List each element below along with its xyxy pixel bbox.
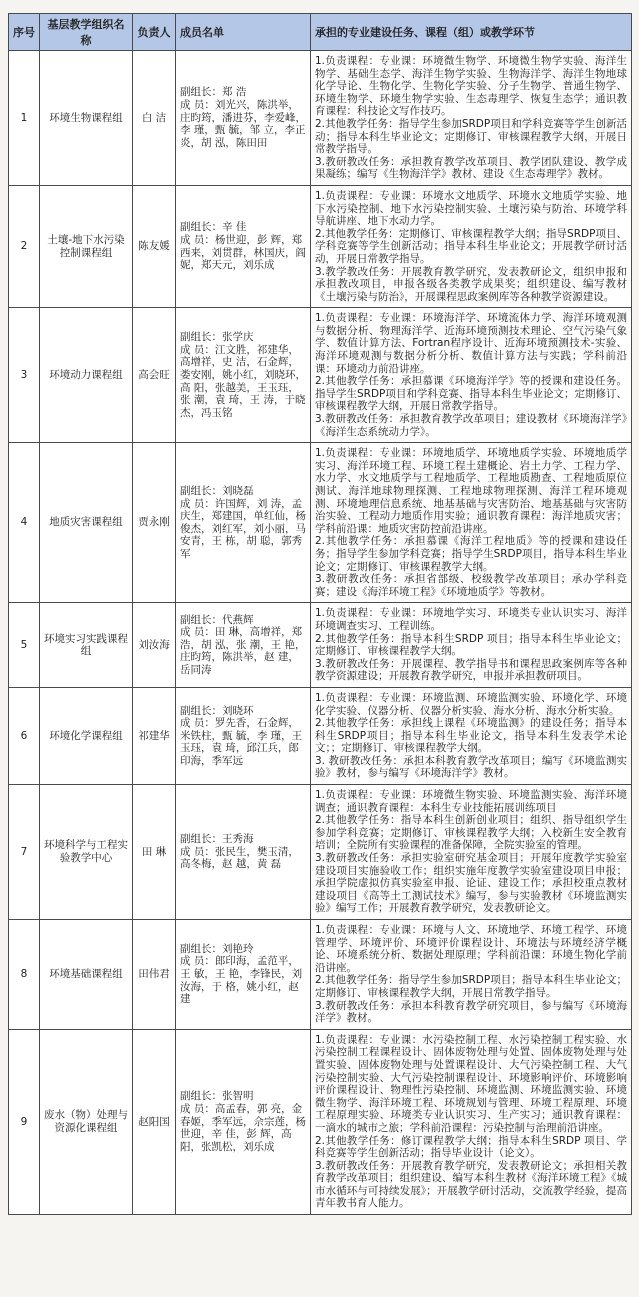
task-paragraph: 3.教研教改任务：开展教育教学研究，发表教研论文；承担相关教育教学改革项目；组织建设、编写本科生教材《海洋环境工程》《城市水循环与可持续发展》；开展教学研讨活动，交流教学经验，提高青年教书育人能力。	[315, 1159, 627, 1210]
tasks-cell	[311, 785, 632, 920]
group-name: 环境动力课程组	[40, 308, 133, 443]
task-paragraph: 3.教学教改任务：开展教育教学研究，发表教研论文，组织申报和承担教改项目，申报各级各类教学成果奖；组织建设、编写教材《土壤污染与防治》，开展课程思政案例库等各种教学资源建设。	[315, 265, 627, 303]
task-paragraph: 2.其他教学任务：指导学生参加SRDP项目；指导本科生毕业论文；定期修订、审核课程教学大纲，开展日常教学指导。	[315, 974, 627, 999]
member-list-cell	[176, 603, 311, 688]
members: 成 员：杨世迎，彭 辉，郑西来，刘贯群，林国庆，阎 妮，郑天元，刘乐成	[180, 234, 306, 272]
row-number: 4	[9, 443, 40, 603]
task-paragraph: 3.教研教改任务：承担本科教育教学研究项目，参与编写《环境海洋学》教材。	[315, 999, 627, 1025]
table-row	[9, 308, 632, 443]
tasks-cell	[311, 603, 632, 688]
leader-name: 祁建华	[133, 687, 176, 784]
table-row	[9, 920, 632, 1030]
task-paragraph: 3.教研教改任务：承担实验室研究基金项目；开展年度教学实验室建设项目实施验收工作；组织实施年度教学实验室建设项目申报；承担学院虚拟仿真实验室申报、论证、建设工作；承担校重点教材建设项目《高等土工测试技术》编写，参与实验教材《环境监测实验》编写工作；开展教育教学研究，发表教研论文。	[315, 852, 627, 915]
group-name: 地质灾害课程组	[40, 443, 133, 603]
group-name: 土壤-地下水污染控制课程组	[40, 185, 133, 307]
task-paragraph: 1.负责课程：专业课：环境与人文、环境地学、环境工程学、环境管理学、环境评价、环境评价课程设计、环境法与环境经济学概论、环境系统分析、数据处理原理；学科前沿课：环境生物化学前沿讲座。	[315, 924, 627, 974]
group-name: 环境化学课程组	[40, 687, 133, 784]
row-number: 3	[9, 308, 40, 443]
member-list-cell	[176, 920, 311, 1030]
leader-name: 贾永刚	[133, 443, 176, 603]
task-paragraph: 2.其他教学任务：定期修订、审核课程教学大纲；指导SRDP项目、学科竞赛等学生创新活动；指导本科生毕业论文；开展教学研讨活动，开展日常教学指导。	[315, 227, 627, 265]
table-row	[9, 1029, 632, 1214]
group-name: 环境实习实践课程组	[40, 603, 133, 688]
leader-name: 高会旺	[133, 308, 176, 443]
member-list-cell	[176, 185, 311, 307]
tasks-cell	[311, 308, 632, 443]
members: 成 员：高孟春，郭 亮，金春姬，季军远，佘宗莲，杨世迎，辛 佳，彭 辉，高 阳，张凯松，刘乐成	[180, 1103, 306, 1153]
table-row	[9, 185, 632, 307]
member-list-cell	[176, 443, 311, 603]
row-number: 1	[9, 51, 40, 186]
task-paragraph: 3.教研教改任务：承担省部级、校级教学改革项目；承办学科竞赛；建设《海洋环境工程》《环境地质学》等教材。	[315, 573, 627, 598]
group-name: 环境科学与工程实验教学中心	[40, 785, 133, 920]
tasks-cell	[311, 51, 632, 186]
tasks-cell	[311, 1029, 632, 1214]
member-list-cell	[176, 785, 311, 920]
deputy-leader: 副组长：刘艳玲	[180, 942, 254, 955]
leader-name: 赵阳国	[133, 1029, 176, 1214]
tasks-cell	[311, 443, 632, 603]
members: 成 员：张民生，樊玉清，高冬梅，赵 越，黄 磊	[180, 845, 299, 871]
task-paragraph: 2.其他教学任务：修订课程教学大纲；指导本科生SRDP 项目、学科竞赛等学生创新活动；指导毕业设计（论文）。	[315, 1134, 627, 1160]
deputy-leader: 副组长：刘晓环	[180, 704, 254, 717]
row-number: 8	[9, 920, 40, 1030]
table-row	[9, 443, 632, 603]
table-header	[9, 14, 632, 51]
deputy-leader: 副组长：代燕辉	[180, 613, 254, 626]
task-paragraph: 1.负责课程：专业课：环境海洋学、环境流体力学、海洋环境观测与数据分析、物理海洋学、近海环境预测技术理论、空气污染气象学、数值计算方法、Fortran程序设计、近海环境预测技术-实验、海洋环境观测与数据分析分析、数值计算方法与实践；学科前沿课：环境动力前沿讲座。	[315, 312, 627, 375]
table-body	[9, 51, 632, 1215]
leader-name: 刘汝海	[133, 603, 176, 688]
task-paragraph: 3.教研教改任务：开展课程、教学指导书和课程思政案例库等各种教学资源建设；开展教育教学研究，申报并承担教研项目。	[315, 657, 627, 683]
tasks-cell	[311, 920, 632, 1030]
deputy-leader: 副组长：郑 浩	[180, 86, 247, 99]
task-paragraph: 1.负责课程：专业课：环境微生物实验、环境监测实验、海洋环境调查；通识教育课程：本科生专业技能拓展训练项目	[315, 789, 627, 814]
row-number: 6	[9, 687, 40, 784]
table-row	[9, 603, 632, 688]
header-member-list: 成员名单	[176, 14, 311, 51]
row-number: 9	[9, 1029, 40, 1214]
leader-name: 田伟君	[133, 920, 176, 1030]
task-paragraph: 2.其他教学任务：指导本科生SRDP 项目；指导本科生毕业论文；定期修订、审核课程教学大纲。	[315, 632, 627, 658]
task-paragraph: 2.其他教学任务：指导本科生创新创业项目；组织、指导组织学生参加学科竞赛；定期修订、审核课程教学大纲；入校新生安全教育培训；全院所有实验课程的准备保障，全院实验室的管理。	[315, 814, 627, 852]
deputy-leader: 副组长：刘晓磊	[180, 485, 254, 497]
tasks-cell	[311, 185, 632, 307]
task-paragraph: 2.其他教学任务：承担慕课《环境海洋学》等的授课和建设任务。指导学生SRDP项目和学科竞赛、指导本科生毕业论文；定期修订、审核课程教学大纲，开展日常教学指导。	[315, 375, 627, 413]
row-number: 7	[9, 785, 40, 920]
table-row	[9, 51, 632, 186]
task-paragraph: 1.负责课程：专业课：环境地质学、环境地质学实验、环境地质学实习、海洋环境工程、环境工程土建概论、岩土力学、工程力学、水力学、水文地质学与工程地质学、工程地质勘查、工程地质原位测试、海洋地球物理探测、工程地球物理探测、海洋工程环境观测、环境地理信息系统、地基基础与灾害防治、地基基础与灾害防治实验、工程动力地质作用实验；通识教育课程：海洋地质灾害；学科前沿课：地质灾害防控前沿讲座。	[315, 447, 627, 535]
task-paragraph: 1.负责课程：专业课：环境地学实习、环境类专业认识实习、海洋环境调查实习、工程训练。	[315, 607, 627, 632]
members: 成 员：郎印海，孟范平，王 敏，王 艳，李锋民，刘汝海，于 格，姚小红，赵 建	[180, 955, 303, 1006]
member-list-cell	[176, 687, 311, 784]
task-paragraph: 1.负责课程：专业课：环境监测、环境监测实验、环境化学、环境化学实验、仪器分析、仪器分析实验、海水分析、海水分析实验。	[315, 691, 627, 717]
member-list-cell	[176, 51, 311, 186]
header-leader: 负责人	[133, 14, 176, 51]
task-paragraph: 2.其他教学任务：承担慕课《海洋工程地质》等的授课和建设任务；指导学生参加学科竞赛；指导学生SRDP项目，指导本科生毕业论文；定期修订、审核课程教学大纲。	[315, 535, 627, 573]
table-row	[9, 785, 632, 920]
group-name: 环境基础课程组	[40, 920, 133, 1030]
task-paragraph: 3.教研教改任务：承担教育教学改革项目、教学团队建设、教学成果凝练；编写《生物海洋学》教材、建设《生态毒理学》教材。	[315, 155, 627, 181]
row-number: 2	[9, 185, 40, 307]
teaching-groups-table	[8, 13, 632, 1215]
members: 成 员：刘光兴，陈洪举，庄昀筠，潘进芬，李爱峰，李 瑾，甄 毓，邹 立，李正炎，胡 泓，陈田田	[180, 99, 306, 149]
row-number: 5	[9, 603, 40, 688]
task-paragraph: 3. 教研教改任务：承担本科教育教学改革项目；编写《环境监测实验》教材，参与编写《环境海洋学》教材。	[315, 754, 627, 780]
header-tasks: 承担的专业建设任务、课程（组）或教学环节	[311, 14, 632, 51]
member-list-cell	[176, 1029, 311, 1214]
group-name: 废水（物）处理与资源化课程组	[40, 1029, 133, 1214]
deputy-leader: 副组长：张学庆	[180, 331, 254, 344]
deputy-leader: 副组长：王秀海	[180, 833, 254, 846]
task-paragraph: 1.负责课程：专业课：水污染控制工程、水污染控制工程实验、水污染控制工程课程设计、固体废物处理与处置、固体废物处理与处置实验、固体废物处理与处置课程设计、大气污染控制工程、大气污染控制实验、大气污染控制课程设计、环境影响评价、环境影响评价课程设计、物理性污染控制、环境监测、环境监测实验、环境微生物学、海洋环境工程、环境规划与管理、环境工程原理、环境工程原理实验、环境类专业认识实习、生产实习；通识教育课程：一滴水的城市之旅；学科前沿课程：污染控制与治理前沿讲座。	[315, 1033, 627, 1134]
deputy-leader: 副组长：辛 佳	[180, 221, 247, 234]
header-group-name: 基层教学组织名称	[40, 14, 133, 51]
members: 成 员：江文胜，祁建华，高增祥，史 洁，石金辉，娄安刚，姚小红，刘晓环，高 阳，张越美，王玉珏，张 潮，袁 琦，王 涛，于晓杰，冯玉铭	[180, 343, 306, 419]
members: 成 员：许国辉，刘 涛，孟庆生，郑建国，单红仙，杨俊杰，刘红军，刘小丽，马安青，王 栋，胡 聪，郭秀军	[180, 497, 306, 560]
group-name: 环境生物课程组	[40, 51, 133, 186]
table-row	[9, 687, 632, 784]
member-list-cell	[176, 308, 311, 443]
leader-name: 田 琳	[133, 785, 176, 920]
deputy-leader: 副组长：张智明	[180, 1090, 254, 1103]
tasks-cell	[311, 687, 632, 784]
task-paragraph: 1.负责课程：专业课：环境水文地质学、环境水文地质学实验、地下水污染控制、地下水污染控制实验、土壤污染与防治、环境学科导航讲座、地下水动力学。	[315, 189, 627, 228]
leader-name: 陈友媛	[133, 185, 176, 307]
task-paragraph: 1.负责课程：专业课：环境微生物学、环境微生物学实验、海洋生物学、基础生态学、海洋生物学实验、生物海洋学、海洋生物地球化学导论、生物化学、生物化学实验、分子生物学、普通生物学、环境生物学、环境生物学实验、生态毒理学、恢复生态学；通识教育课程：科技论文写作技巧。	[315, 55, 627, 118]
task-paragraph: 3.教研教改任务：承担教育教学改革项目；建设教材《环境海洋学》《海洋生态系统动力学》。	[315, 413, 627, 438]
header-row	[9, 14, 632, 51]
members: 成 员：田 琳，高增祥，郑 浩，胡 泓，张 潮，王 艳，庄昀筠，陈洪举，赵 建，岳同涛	[180, 626, 306, 677]
header-serial-number: 序号	[9, 14, 40, 51]
task-paragraph: 2.其他教学任务：指导学生参加SRDP项目和学科竞赛等学生创新活动；指导本科生毕业论文；定期修订、审核课程教学大纲，开展日常教学指导。	[315, 117, 627, 156]
task-paragraph: 2.其他教学任务：承担线上课程《环境监测》的建设任务；指导本科生SRDP项目；指导本科生毕业论文，指导本科生发表学术论文；；定期修订、审核课程教学大纲。	[315, 717, 627, 755]
members: 成 员：罗先香，石金辉，米铁柱，甄 毓，李 瑾，王玉珏，袁 琦，邱江兵，郎印海，季军远	[180, 717, 303, 767]
leader-name: 白 洁	[133, 51, 176, 186]
